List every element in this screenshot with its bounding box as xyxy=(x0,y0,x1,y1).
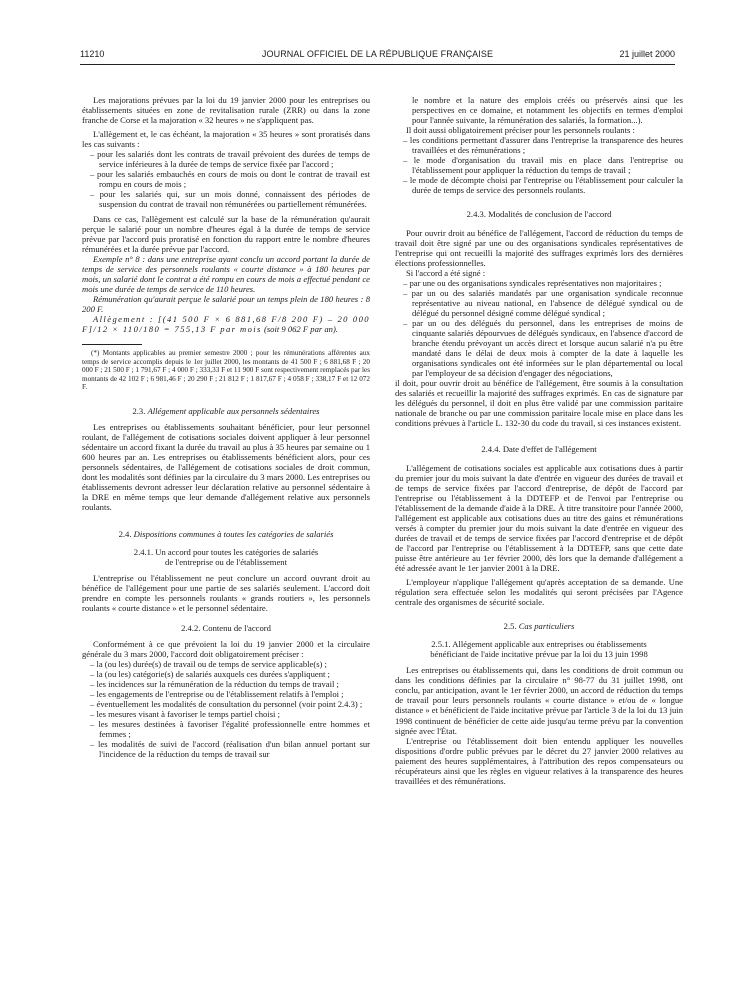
journal-title: JOURNAL OFFICIEL DE LA RÉPUBLIQUE FRANÇAISE xyxy=(261,49,494,59)
example-label: Exemple n° 8 : xyxy=(93,253,146,264)
section-heading-2-3: 2.3. Allégement applicable aux personnels sédentaires xyxy=(132,406,320,417)
subsection-heading-2-4-4: 2.4.4. Date d'effet de l'allégement xyxy=(481,444,597,455)
paragraph: L'allégement de cotisations sociales est applicable aux cotisations dues à partir du premier jour du mois suivant la date d'entrée en vigueur des durées de travail et de temps de service fixées par l'accord d'entreprise, de dépôt de l'accord par l'entreprise ou l'établissement à la DDTEFP et de l'envoi par l'entreprise ou l'établissement de la demande d'aide à la DRE. À titre transitoire pour l'année 2000, l'allégement est applicable aux cotisations dues au titre des gains et rémunérations versés à compter du premier jour du mois suivant la date d'entrée en vigueur des durées de travail et de temps de service fixées par l'accord d'entreprise et de dépôt de l'accord par l'entreprise ou l'établissement à la DDTEFP, sans que cette date puisse être antérieure au 1er février 2000, dès lors que la demande d'allégement a été adressée avant le 1er janvier 2001 à la DRE. xyxy=(395,462,683,573)
list-continuation: le nombre et la nature des emplois créés ou préservés ainsi que les perspectives en ce domaine, et notamment les objectifs en termes d'emploi pour l'année suivante, la rémunération des salariés, la formation...). xyxy=(412,95,683,126)
paragraph: Pour ouvrir droit au bénéfice de l'allégement, l'accord de réduction du temps de travail doit être signé par une ou des organisations syndicales représentatives de l'entreprise qui ont recueilli la majorité des suffrages exprimés lors des dernières élections professionnelles. xyxy=(395,227,683,268)
footnote xyxy=(82,349,370,392)
list-item: – pour les salariés embauchés en cours de mois ou dont le contrat de travail est rompu en cours de mois ; xyxy=(90,169,370,190)
list-item: – la (ou les) catégorie(s) de salariés auxquels ces durées s'appliquent ; xyxy=(90,669,330,680)
list-item: – la (ou les) durée(s) de travail ou de temps de service applicable(s) ; xyxy=(90,658,327,669)
footnote-separator xyxy=(82,344,142,345)
paragraph: Dans ce cas, l'allègement est calculé sur la base de la rémunération qu'aurait perçue le salarié pour un nombre d'heures égal à la durée de temps de service prévue par l'accord puis proratisé en fonction du rapport entre le nombre d'heures rémunérées et la durée prévue par l'accord. xyxy=(82,213,370,254)
paragraph: L'employeur n'applique l'allégement qu'après acceptation de sa demande. Une régulation sera effectuée selon les modalités qui seront précisées par l'Agence centrale des organismes de sécurité sociale. xyxy=(395,577,683,608)
list-item: – le mode d'organisation du travail mis en place dans l'entreprise ou l'établissement pour appliquer la réduction du temps de travail ; xyxy=(403,155,683,176)
footnote-text: (*) Montants applicables au premier semestre 2000 ; pour les rémunérations afférentes aux temps de service accomplis depuis le 1er juillet 2000, les montants de 41 500 F ; 6 881,68 F ; 20 000 F ; 21 500 F ; 1 791,67 F ; 4 000 F ; 333,33 F et 11 900 F sont respectivement remplacés par les montants de 42 102 F ; 6 981,46 F ; 20 290 F ; 21 812 F ; 1 817,67 F ; 4 058 F ; 338,17 F et 12 072 F. xyxy=(82,349,370,392)
list-item: – les mesures visant à favoriser le temps partiel choisi ; xyxy=(90,709,280,720)
list-item: – éventuellement les modalités de consultation du personnel (voir point 2.4.3) ; xyxy=(90,699,363,710)
section-heading-2-5: 2.5. Cas particuliers xyxy=(503,621,575,632)
left-column xyxy=(82,95,370,759)
paragraph: L'entreprise ou l'établissement doit bien entendu appliquer les nouvelles dispositions d'ordre public prévues par le décret du 27 janvier 2000 relatives au paiement des heures supplémentaires, à l'attribution des repos compensateurs ou récupérateurs ainsi que les règles en vigueur relatives à la transparence des heures travaillées et des rémunérations. xyxy=(395,735,683,786)
list-item: – par un ou des salariés mandatés par une organisation syndicale reconnue représentative au niveau national, en l'absence de délégué syndical ou de délégué du personnel désigné comme délégué syndical ; xyxy=(403,287,683,318)
paragraph: L'allègement et, le cas échéant, la majoration « 35 heures » sont proratisés dans les cas suivants : xyxy=(82,129,370,150)
subsection-heading-2-4-2: 2.4.2. Contenu de l'accord xyxy=(181,622,271,633)
content-list xyxy=(82,659,370,759)
paragraph: Conformément à ce que prévoient la loi du 19 janvier 2000 et la circulaire générale du 3 mars 2000, l'accord doit obligatoirement préciser : xyxy=(82,638,370,659)
paragraph: Les majorations prévues par la loi du 19 janvier 2000 pour les entreprises ou établissements situées en zone de revitalisation rurale (ZRR) ou dans la zone franche de Corse et la majoration « 32 heures » ne s'appliquent pas. xyxy=(82,95,370,126)
signature-list xyxy=(395,278,683,378)
list-item: – par une ou des organisations syndicales représentatives non majoritaires ; xyxy=(403,277,662,288)
list-item: – pour les salariés qui, sur un mois donné, connaissent des périodes de suspension du contrat de travail non rémunérées ou partiellement rémunérées. xyxy=(90,189,370,210)
list-item: – les engagements de l'entreprise ou de l'établissement relatifs à l'emploi ; xyxy=(90,689,344,700)
issue-date: 21 juillet 2000 xyxy=(619,49,675,59)
list-item: – les incidences sur la rémunération de la réduction du temps de travail ; xyxy=(90,679,339,690)
list-item: – les modalités de suivi de l'accord (réalisation d'un bilan annuel portant sur l'incidence de la réduction du temps de travail sur xyxy=(90,739,370,760)
example-text: dans une entreprise ayant conclu un accord portant la durée de temps de service des personnels roulants « courte distance » à 180 heures par mois, un salarié dont le contrat a été rompu en cours de mois a effectué pendant ce mois une durée de temps de service de 110 heures. xyxy=(82,253,370,294)
right-column xyxy=(395,95,683,786)
list-item: – les conditions permettant d'assurer dans l'entreprise la transparence des heures travaillées et des rémunérations ; xyxy=(403,135,683,156)
paragraph: il doit, pour ouvrir droit au bénéfice de l'allégement, être soumis à la consultation des salariés et recueillir la majorité des suffrages exprimés. En cas de signature par les délégués du personnel, il doit en plus être validé par une commission paritaire nationale de branche ou par une commission paritaire locale mise en place dans les conditions prévues à l'article L. 132-30 du code du travail, si ces instances existent. xyxy=(395,378,683,429)
list-item: – les mesures destinées à favoriser l'égalité professionnelle entre hommes et femmes ; xyxy=(90,719,370,740)
paragraph: Il doit aussi obligatoirement préciser pour les personnels roulants : xyxy=(406,125,635,136)
page-number: 11210 xyxy=(80,49,105,59)
example-remuneration: Rémunération qu'aurait perçue le salarié pour un temps plein de 180 heures : 8 200 F. xyxy=(82,293,370,314)
section-heading-2-4: 2.4. Dispositions communes à toutes les catégories de salariés xyxy=(118,528,334,539)
roulants-list xyxy=(395,135,683,195)
subsection-heading-2-4-1: 2.4.1. Un accord pour toutes les catégories de salariés de l'entreprise ou de l'établissement xyxy=(133,546,319,567)
example-calculation: Allègement : [(41 500 F × 6 881,68 F/8 200 F) – 20 000 F]/12 × 110/180 = 755,13 F par mois (soit 9 062 F par an). xyxy=(82,313,370,335)
header-rule xyxy=(80,64,675,65)
paragraph: Les entreprises ou établissements qui, dans les conditions de droit commun ou dans les conditions définies par la circulaire n° 98-77 du 31 juillet 1998, ont conclu, par anticipation, avant le 1er février 2000, un accord de réduction du temps de travail pour leurs personnels roulants « courte distance » et/ou de « longue distance » et bénéficient de l'aide incitative prévue par l'article 3 de la loi du 13 juin 1998 continuent de bénéficier de cette aide jusqu'au terme prévu par la convention signée avec l'État. xyxy=(395,665,683,736)
list-item: – pour les salariés dont les contrats de travail prévoient des durées de temps de service inférieures à la durée de temps de service fixée par l'accord ; xyxy=(90,149,370,170)
list-item: – le mode de décompte choisi par l'entreprise ou l'établissement pour calculer la durée de temps de service des personnels roulants. xyxy=(403,175,683,196)
proration-list xyxy=(82,149,370,209)
paragraph: L'entreprise ou l'établissement ne peut conclure un accord ouvrant droit au bénéfice de l'allégement pour une partie de ses salariés seulement. L'accord doit prendre en compte les personnels roulants « grands routiers », les personnels roulants « courte distance » et le personnel sédentaire. xyxy=(82,572,370,613)
list-item: – par un ou des délégués du personnel, dans les entreprises de moins de cinquante salariés dépourvues de délégués syndicaux, en l'absence d'accord de branche étendu prévoyant un accès direct et lorsque aucun salarié n'a pu être mandaté dans le délai de deux mois à compter de la date à laquelle les organisations syndicales ont été informées sur le plan départemental ou local par l'employeur de sa décision d'engager des négociations, xyxy=(403,317,683,379)
paragraph: Si l'accord a été signé : xyxy=(406,267,486,278)
page-header xyxy=(80,49,675,61)
subsection-heading-2-5-1: 2.5.1. Allégement applicable aux entreprises ou établissements bénéficiant de l'aide incitative prévue par la loi du 13 juin 1998 xyxy=(430,639,648,660)
example-paragraph xyxy=(82,254,370,294)
subsection-heading-2-4-3: 2.4.3. Modalités de conclusion de l'accord xyxy=(466,209,612,220)
paragraph: Les entreprises ou établissements souhaitant bénéficier, pour leur personnel roulant, de l'allégement de cotisations sociales doivent appliquer à leur personnel sédentaire un accord fixant la durée du travail au plus à 35 heures par semaine ou 1 600 heures par an. Les entreprises ou établissements bénéficient alors, pour ces personnels sédentaires, de l'allégement de cotisations sociales de droit commun, dont les modalités sont définies par la circulaire du 3 mars 2000. Les entreprises ou établissements devront adresser leur déclaration relative au personnel sédentaire à la DRE en même temps que leur demande d'allégement relative aux personnels roulants. xyxy=(82,422,370,513)
